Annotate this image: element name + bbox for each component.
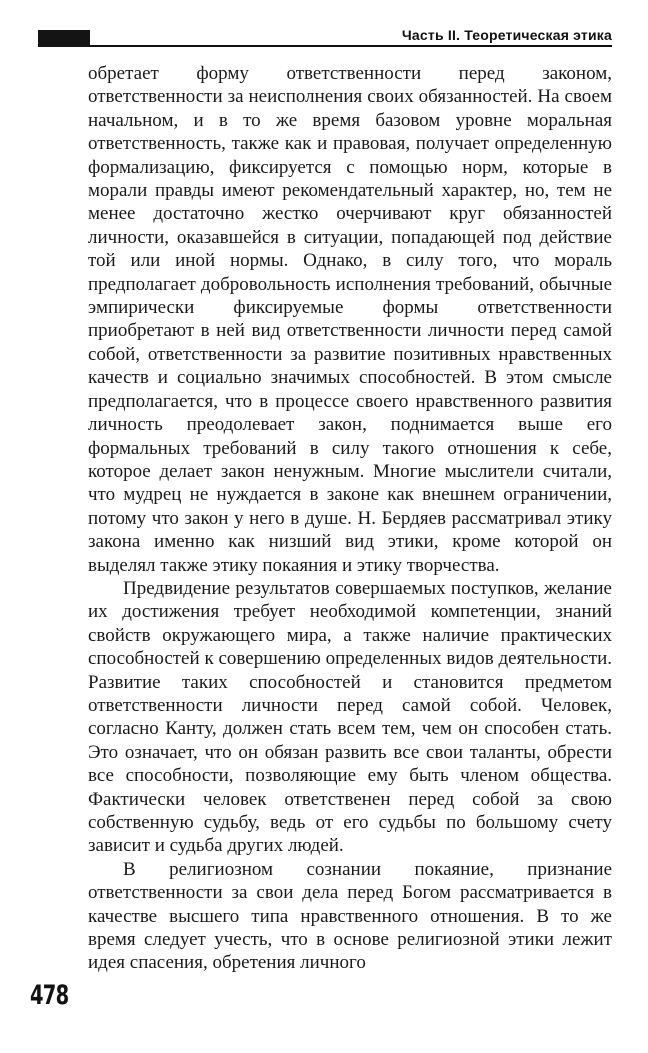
header-rule — [90, 45, 612, 47]
paragraph: обретает форму ответственности перед законом, ответственности за неисполнения своих обязанностей. На своем начальном, и в то же время базовом уровне моральная ответственность, также как и правовая, получает определенную формализацию, фиксируется с помощью норм, которые в морали правды имеют рекомендательный характер, но, тем не менее достаточно жестко очерчивают круг обязанностей личности, оказавшейся в ситуации, попадающей под действие той или иной нормы. Однако, в силу того, что мораль предполагает добровольность исполнения требований, обычные эмпирически фиксируемые формы ответственности приобретают в ней вид ответственности личности перед самой собой, ответственности за развитие позитивных нравственных качеств и социально значимых способностей. В этом смысле предполагается, что в процессе своего нравственного развития личность преодолевает закон, поднимается выше его формальных требований в силу такого отношения к себе, которое делает закон ненужным. Многие мыслители считали, что мудрец не нуждается в законе как внешнем ограничении, потому что закон у него в душе. Н. Бердяев рассматривал этику закона именно как низший вид этики, кроме которой он выделял также этику покаяния и этику творчества. — [88, 63, 612, 576]
paragraph: В религиозном сознании покаяние, признание ответственности за свои дела перед Богом рассматривается в качестве высшего типа нравственного отношения. В то же время следует учесть, что в основе религиозной этики лежит идея спасения, обретения личного — [88, 858, 612, 974]
body-text — [88, 62, 612, 975]
running-header-title: Часть II. Теоретическая этика — [401, 27, 612, 43]
header-black-bar — [38, 30, 90, 47]
paragraph: Предвидение результатов совершаемых поступков, желание их достижения требует необходимой компетенции, знаний свойств окружающего мира, а также наличие практических способностей к совершению определенных видов деятельности. Развитие таких способностей и становится предметом ответственности личности перед самой собой. Человек, согласно Канту, должен стать всем тем, чем он способен стать. Это означает, что он обязан развить все свои таланты, обрести все способности, позволяющие ему быть членом общества. Фактически человек ответственен перед собой за свою собственную судьбу, ведь от его судьбы по большому счету зависит и судьба других людей. — [88, 577, 612, 857]
page-number: 478 — [30, 980, 69, 1011]
